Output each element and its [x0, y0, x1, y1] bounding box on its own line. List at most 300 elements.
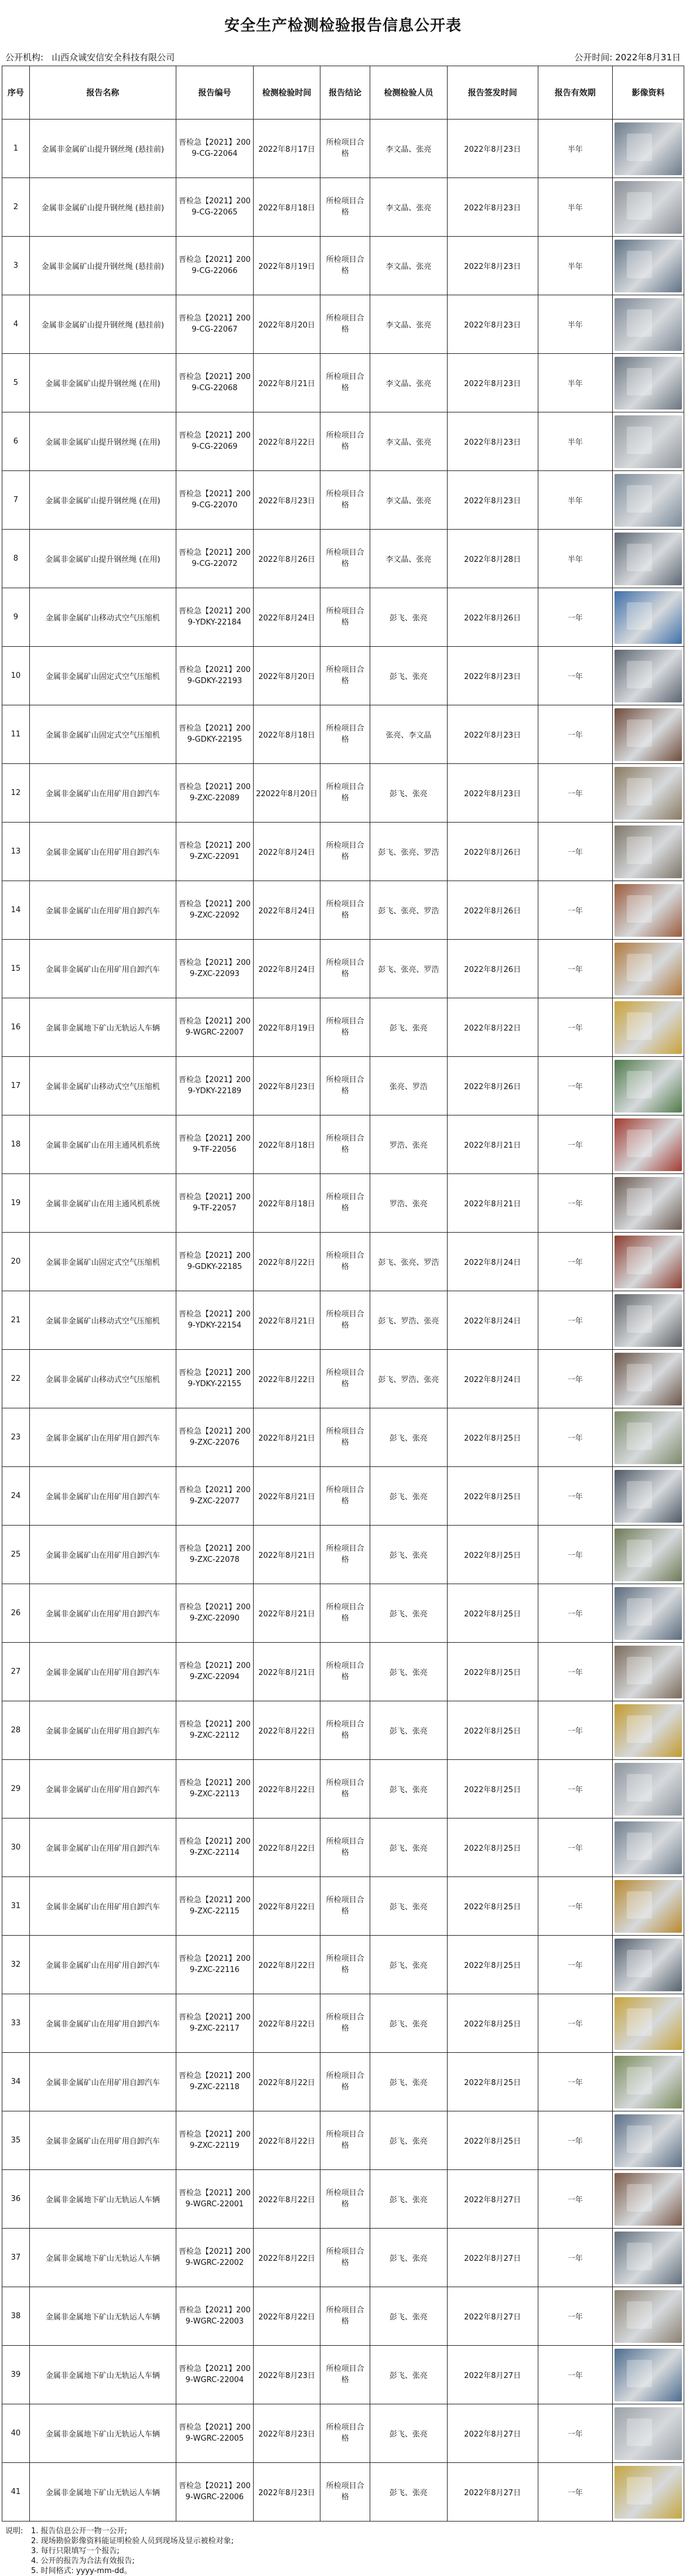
inspection-date: 2022年8月26日: [253, 530, 320, 588]
site-photo[interactable]: [615, 2056, 682, 2108]
table-row: [2, 1467, 684, 1526]
report-name: 金属非金属地下矿山无轨运人车辆: [29, 2404, 176, 2463]
row-number: 29: [2, 1760, 30, 1818]
report-code: 晋检急【2021】2009-WGRC-22001: [176, 2170, 254, 2229]
photo-cell: [612, 1877, 684, 1936]
table-row: [2, 530, 684, 588]
inspection-date: 2022年8月22日: [253, 1877, 320, 1936]
report-result: 所检项目合格: [320, 1877, 370, 1936]
validity-period: 一年: [538, 1936, 612, 1994]
site-photo[interactable]: [615, 298, 682, 351]
inspection-staff: 彭飞、张亮: [370, 2111, 448, 2170]
table-row: [2, 1408, 684, 1467]
validity-period: 一年: [538, 2463, 612, 2522]
report-code: 晋检急【2021】2009-CG-22072: [176, 530, 254, 588]
inspection-date: 2022年8月23日: [253, 1057, 320, 1115]
validity-period: 半年: [538, 178, 612, 237]
report-code: 晋检急【2021】2009-ZXC-22090: [176, 1584, 254, 1643]
sign-date: 2022年8月24日: [447, 1291, 538, 1350]
notes-lead: 说明:: [5, 2527, 23, 2536]
row-number: 23: [2, 1408, 30, 1467]
site-photo[interactable]: [615, 474, 682, 527]
inspection-staff: 彭飞、张亮: [370, 1526, 448, 1584]
inspection-staff: 彭飞、张亮: [370, 1818, 448, 1877]
report-code: 晋检急【2021】2009-ZXC-22093: [176, 940, 254, 998]
report-result: 所检项目合格: [320, 647, 370, 705]
validity-period: 半年: [538, 471, 612, 530]
report-code: 晋检急【2021】2009-ZXC-22113: [176, 1760, 254, 1818]
photo-cell: [612, 237, 684, 295]
report-code: 晋检急【2021】2009-ZXC-22115: [176, 1877, 254, 1936]
report-name: 金属非金属矿山提升钢丝绳 (悬挂前): [29, 295, 176, 354]
sign-date: 2022年8月27日: [447, 2287, 538, 2346]
inspection-staff: 彭飞、张亮: [370, 2463, 448, 2522]
row-number: 36: [2, 2170, 30, 2229]
report-name: 金属非金属矿山移动式空气压缩机: [29, 588, 176, 647]
report-name: 金属非金属矿山在用矿用自卸汽车: [29, 1467, 176, 1526]
note-item: 3. 每行只限填写一个报告;: [31, 2547, 120, 2555]
report-code: 晋检急【2021】2009-CG-22066: [176, 237, 254, 295]
inspection-date: 2022年8月20日: [253, 647, 320, 705]
site-photo[interactable]: [615, 2173, 682, 2226]
inspection-date: 2022年8月23日: [253, 2346, 320, 2404]
table-row: [2, 1760, 684, 1818]
report-result: 所检项目合格: [320, 2346, 370, 2404]
report-code: 晋检急【2021】2009-GDKY-22185: [176, 1233, 254, 1291]
photo-cell: [612, 1818, 684, 1877]
table-row: [2, 1701, 684, 1760]
report-code: 晋检急【2021】2009-CG-22064: [176, 120, 254, 178]
site-photo[interactable]: [615, 650, 682, 702]
row-number: 14: [2, 881, 30, 940]
inspection-staff: 彭飞、张亮、罗浩: [370, 823, 448, 881]
inspection-date: 2022年8月23日: [253, 2404, 320, 2463]
site-photo[interactable]: [615, 1939, 682, 1991]
site-photo[interactable]: [615, 1001, 682, 1054]
site-photo[interactable]: [615, 1821, 682, 1874]
report-result: 所检项目合格: [320, 1994, 370, 2053]
report-code: 晋检急【2021】2009-CG-22070: [176, 471, 254, 530]
site-photo[interactable]: [615, 1060, 682, 1113]
site-photo[interactable]: [615, 1997, 682, 2050]
site-photo[interactable]: [615, 2114, 682, 2167]
table-header-row: [2, 66, 684, 120]
inspection-staff: 彭飞、张亮: [370, 2346, 448, 2404]
report-result: 所检项目合格: [320, 1936, 370, 1994]
table-row: [2, 2463, 684, 2522]
photo-cell: [612, 940, 684, 998]
report-result: 所检项目合格: [320, 823, 370, 881]
report-name: 金属非金属矿山在用矿用自卸汽车: [29, 1408, 176, 1467]
sign-date: 2022年8月28日: [447, 530, 538, 588]
sign-date: 2022年8月26日: [447, 1057, 538, 1115]
site-photo[interactable]: [615, 1470, 682, 1523]
validity-period: 一年: [538, 764, 612, 823]
report-result: 所检项目合格: [320, 940, 370, 998]
row-number: 18: [2, 1115, 30, 1174]
report-result: 所检项目合格: [320, 764, 370, 823]
report-name: 金属非金属矿山在用矿用自卸汽车: [29, 881, 176, 940]
column-header-code: 报告编号: [176, 66, 254, 120]
inspection-date: 2022年8月22日: [253, 1350, 320, 1408]
photo-cell: [612, 647, 684, 705]
inspection-date: 2022年8月22日: [253, 2111, 320, 2170]
report-name: 金属非金属矿山在用矿用自卸汽车: [29, 1584, 176, 1643]
report-result: 所检项目合格: [320, 2404, 370, 2463]
inspection-date: 2022年8月21日: [253, 1291, 320, 1350]
row-number: 33: [2, 1994, 30, 2053]
photo-cell: [612, 1350, 684, 1408]
report-code: 晋检急【2021】2009-YDKY-22154: [176, 1291, 254, 1350]
report-code: 晋检急【2021】2009-ZXC-22078: [176, 1526, 254, 1584]
inspection-staff: 彭飞、张亮: [370, 2404, 448, 2463]
site-photo[interactable]: [615, 1411, 682, 1464]
photo-cell: [612, 1584, 684, 1643]
validity-period: 一年: [538, 998, 612, 1057]
inspection-date: 2022年8月22日: [253, 412, 320, 471]
table-row: [2, 2346, 684, 2404]
site-photo[interactable]: [615, 181, 682, 234]
report-name: 金属非金属地下矿山无轨运人车辆: [29, 2170, 176, 2229]
site-photo[interactable]: [615, 708, 682, 761]
row-number: 35: [2, 2111, 30, 2170]
sign-date: 2022年8月24日: [447, 1350, 538, 1408]
photo-cell: [612, 2346, 684, 2404]
report-name: 金属非金属矿山在用矿用自卸汽车: [29, 1936, 176, 1994]
notes-section: [2, 2526, 684, 2576]
row-number: 8: [2, 530, 30, 588]
inspection-staff: 彭飞、张亮: [370, 647, 448, 705]
table-row: [2, 1994, 684, 2053]
site-photo[interactable]: [615, 2466, 682, 2519]
site-photo[interactable]: [615, 767, 682, 820]
site-photo[interactable]: [615, 122, 682, 175]
site-photo[interactable]: [615, 2349, 682, 2401]
validity-period: 一年: [538, 2404, 612, 2463]
report-result: 所检项目合格: [320, 530, 370, 588]
sign-date: 2022年8月25日: [447, 2111, 538, 2170]
inspection-date: 2022年8月22日: [253, 1233, 320, 1291]
inspection-date: 2022年8月21日: [253, 1584, 320, 1643]
sign-date: 2022年8月25日: [447, 2053, 538, 2111]
validity-period: 半年: [538, 354, 612, 412]
report-name: 金属非金属矿山提升钢丝绳 (在用): [29, 354, 176, 412]
row-number: 19: [2, 1174, 30, 1233]
inspection-date: 2022年8月22日: [253, 2170, 320, 2229]
inspection-date: 2022年8月22日: [253, 1760, 320, 1818]
sign-date: 2022年8月23日: [447, 705, 538, 764]
table-row: [2, 705, 684, 764]
row-number: 39: [2, 2346, 30, 2404]
table-row: [2, 1584, 684, 1643]
report-code: 晋检急【2021】2009-CG-22067: [176, 295, 254, 354]
validity-period: 一年: [538, 1350, 612, 1408]
row-number: 1: [2, 120, 30, 178]
validity-period: 一年: [538, 1877, 612, 1936]
site-photo[interactable]: [615, 1118, 682, 1171]
report-result: 所检项目合格: [320, 1408, 370, 1467]
report-result: 所检项目合格: [320, 412, 370, 471]
inspection-staff: 李文晶、张亮: [370, 471, 448, 530]
table-row: [2, 412, 684, 471]
sign-date: 2022年8月27日: [447, 2463, 538, 2522]
photo-cell: [612, 2229, 684, 2287]
inspection-date: 2022年8月24日: [253, 881, 320, 940]
inspection-staff: 张亮、罗浩: [370, 1057, 448, 1115]
site-photo[interactable]: [615, 591, 682, 644]
table-row: [2, 237, 684, 295]
validity-period: 半年: [538, 412, 612, 471]
row-number: 21: [2, 1291, 30, 1350]
site-photo[interactable]: [615, 2290, 682, 2343]
site-photo[interactable]: [615, 1236, 682, 1288]
photo-cell: [612, 471, 684, 530]
row-number: 4: [2, 295, 30, 354]
inspection-date: 2022年8月22日: [253, 1701, 320, 1760]
report-table-body: [2, 120, 684, 2522]
report-name: 金属非金属矿山提升钢丝绳 (在用): [29, 412, 176, 471]
inspection-staff: 罗浩、张亮: [370, 1115, 448, 1174]
photo-cell: [612, 2111, 684, 2170]
validity-period: 一年: [538, 2111, 612, 2170]
report-result: 所检项目合格: [320, 2463, 370, 2522]
photo-cell: [612, 823, 684, 881]
sign-date: 2022年8月22日: [447, 998, 538, 1057]
photo-cell: [612, 1701, 684, 1760]
column-header-staff: 检测检验人员: [370, 66, 448, 120]
column-header-no: 序号: [2, 66, 30, 120]
report-code: 晋检急【2021】2009-YDKY-22155: [176, 1350, 254, 1408]
table-row: [2, 2111, 684, 2170]
table-row: [2, 1936, 684, 1994]
inspection-staff: 彭飞、张亮: [370, 1584, 448, 1643]
inspection-date: 2022年8月21日: [253, 1526, 320, 1584]
row-number: 17: [2, 1057, 30, 1115]
photo-cell: [612, 881, 684, 940]
report-code: 晋检急【2021】2009-ZXC-22089: [176, 764, 254, 823]
site-photo[interactable]: [615, 1704, 682, 1757]
report-name: 金属非金属地下矿山无轨运人车辆: [29, 2463, 176, 2522]
report-result: 所检项目合格: [320, 1701, 370, 1760]
report-code: 晋检急【2021】2009-TF-22057: [176, 1174, 254, 1233]
photo-cell: [612, 2463, 684, 2522]
validity-period: 一年: [538, 1408, 612, 1467]
sign-date: 2022年8月24日: [447, 1233, 538, 1291]
table-row: [2, 940, 684, 998]
site-photo[interactable]: [615, 357, 682, 410]
report-result: 所检项目合格: [320, 1174, 370, 1233]
inspection-staff: 彭飞、张亮: [370, 2170, 448, 2229]
site-photo[interactable]: [615, 884, 682, 937]
report-result: 所检项目合格: [320, 1115, 370, 1174]
sign-date: 2022年8月25日: [447, 1467, 538, 1526]
report-name: 金属非金属矿山在用矿用自卸汽车: [29, 1994, 176, 2053]
inspection-staff: 彭飞、张亮、罗浩: [370, 881, 448, 940]
site-photo[interactable]: [615, 2407, 682, 2460]
photo-cell: [612, 1233, 684, 1291]
report-result: 所检项目合格: [320, 120, 370, 178]
table-row: [2, 1057, 684, 1115]
validity-period: 一年: [538, 1057, 612, 1115]
table-row: [2, 1818, 684, 1877]
photo-cell: [612, 120, 684, 178]
sign-date: 2022年8月26日: [447, 881, 538, 940]
inspection-staff: 彭飞、张亮: [370, 2053, 448, 2111]
report-table: [2, 66, 684, 2522]
table-row: [2, 1115, 684, 1174]
site-photo[interactable]: [615, 2232, 682, 2284]
sign-date: 2022年8月25日: [447, 1584, 538, 1643]
photo-cell: [612, 2287, 684, 2346]
inspection-date: 2022年8月18日: [253, 705, 320, 764]
report-code: 晋检急【2021】2009-WGRC-22002: [176, 2229, 254, 2287]
note-item: 5. 时间格式: yyyy-mm-dd。: [31, 2567, 132, 2575]
photo-cell: [612, 998, 684, 1057]
inspection-staff: 张亮、李文晶: [370, 705, 448, 764]
column-header-photo: 影像资料: [612, 66, 684, 120]
report-name: 金属非金属地下矿山无轨运人车辆: [29, 2346, 176, 2404]
site-photo[interactable]: [615, 825, 682, 878]
row-number: 25: [2, 1526, 30, 1584]
inspection-staff: 李文晶、张亮: [370, 530, 448, 588]
report-name: 金属非金属矿山在用矿用自卸汽车: [29, 823, 176, 881]
row-number: 31: [2, 1877, 30, 1936]
report-result: 所检项目合格: [320, 1467, 370, 1526]
table-row: [2, 647, 684, 705]
sign-date: 2022年8月25日: [447, 1994, 538, 2053]
row-number: 13: [2, 823, 30, 881]
sign-date: 2022年8月27日: [447, 2229, 538, 2287]
report-result: 所检项目合格: [320, 1291, 370, 1350]
photo-cell: [612, 1291, 684, 1350]
table-row: [2, 2287, 684, 2346]
photo-cell: [612, 1467, 684, 1526]
site-photo[interactable]: [615, 1177, 682, 1230]
photo-cell: [612, 588, 684, 647]
report-result: 所检项目合格: [320, 354, 370, 412]
table-row: [2, 2053, 684, 2111]
inspection-date: 2022年8月22日: [253, 1994, 320, 2053]
report-code: 晋检急【2021】2009-ZXC-22117: [176, 1994, 254, 2053]
sign-date: 2022年8月23日: [447, 120, 538, 178]
inspection-date: 2022年8月24日: [253, 940, 320, 998]
site-photo[interactable]: [615, 533, 682, 585]
report-name: 金属非金属矿山在用矿用自卸汽车: [29, 1818, 176, 1877]
report-result: 所检项目合格: [320, 178, 370, 237]
report-name: 金属非金属矿山在用矿用自卸汽车: [29, 1526, 176, 1584]
inspection-staff: 罗浩、张亮: [370, 1174, 448, 1233]
validity-period: 半年: [538, 237, 612, 295]
table-row: [2, 120, 684, 178]
validity-period: 一年: [538, 823, 612, 881]
report-name: 金属非金属矿山移动式空气压缩机: [29, 1057, 176, 1115]
site-photo[interactable]: [615, 1587, 682, 1640]
report-result: 所检项目合格: [320, 1584, 370, 1643]
sign-date: 2022年8月25日: [447, 1877, 538, 1936]
report-name: 金属非金属矿山在用矿用自卸汽车: [29, 1701, 176, 1760]
photo-cell: [612, 764, 684, 823]
row-number: 2: [2, 178, 30, 237]
validity-period: 一年: [538, 881, 612, 940]
inspection-staff: 彭飞、张亮: [370, 1643, 448, 1701]
report-result: 所检项目合格: [320, 1818, 370, 1877]
row-number: 16: [2, 998, 30, 1057]
sign-date: 2022年8月23日: [447, 471, 538, 530]
report-code: 晋检急【2021】2009-CG-22069: [176, 412, 254, 471]
site-photo[interactable]: [615, 1353, 682, 1405]
site-photo[interactable]: [615, 1646, 682, 1698]
row-number: 5: [2, 354, 30, 412]
sign-date: 2022年8月25日: [447, 1936, 538, 1994]
column-header-signed: 报告签发时间: [447, 66, 538, 120]
photo-cell: [612, 530, 684, 588]
report-result: 所检项目合格: [320, 1526, 370, 1584]
validity-period: 一年: [538, 1818, 612, 1877]
inspection-date: 2022年8月21日: [253, 354, 320, 412]
report-name: 金属非金属矿山在用矿用自卸汽车: [29, 1643, 176, 1701]
photo-cell: [612, 705, 684, 764]
note-item: 4. 公开的报告为合法有效报告;: [31, 2557, 135, 2565]
report-result: 所检项目合格: [320, 1643, 370, 1701]
sign-date: 2022年8月26日: [447, 940, 538, 998]
site-photo[interactable]: [615, 1528, 682, 1581]
site-photo[interactable]: [615, 943, 682, 995]
site-photo[interactable]: [615, 1880, 682, 1933]
table-row: [2, 178, 684, 237]
validity-period: 一年: [538, 2170, 612, 2229]
report-result: 所检项目合格: [320, 1760, 370, 1818]
disclosure-meta: [2, 48, 684, 66]
row-number: 28: [2, 1701, 30, 1760]
site-photo[interactable]: [615, 1763, 682, 1816]
inspection-date: 2022年8月22日: [253, 2053, 320, 2111]
report-name: 金属非金属矿山在用矿用自卸汽车: [29, 764, 176, 823]
report-name: 金属非金属矿山在用主通风机系统: [29, 1174, 176, 1233]
row-number: 41: [2, 2463, 30, 2522]
inspection-date: 2022年8月24日: [253, 588, 320, 647]
table-row: [2, 881, 684, 940]
table-row: [2, 2229, 684, 2287]
row-number: 11: [2, 705, 30, 764]
table-row: [2, 471, 684, 530]
report-code: 晋检急【2021】2009-ZXC-22119: [176, 2111, 254, 2170]
inspection-staff: 彭飞、张亮: [370, 2287, 448, 2346]
inspection-date: 2022年8月17日: [253, 120, 320, 178]
sign-date: 2022年8月26日: [447, 823, 538, 881]
inspection-staff: 彭飞、张亮: [370, 588, 448, 647]
report-name: 金属非金属矿山固定式空气压缩机: [29, 1233, 176, 1291]
site-photo[interactable]: [615, 1294, 682, 1347]
photo-cell: [612, 354, 684, 412]
sign-date: 2022年8月23日: [447, 764, 538, 823]
photo-cell: [612, 2053, 684, 2111]
photo-cell: [612, 1115, 684, 1174]
inspection-date: 2022年8月23日: [253, 471, 320, 530]
report-code: 晋检急【2021】2009-ZXC-22114: [176, 1818, 254, 1877]
table-row: [2, 2170, 684, 2229]
report-code: 晋检急【2021】2009-GDKY-22193: [176, 647, 254, 705]
report-name: 金属非金属矿山提升钢丝绳 (在用): [29, 471, 176, 530]
validity-period: 半年: [538, 120, 612, 178]
validity-period: 一年: [538, 647, 612, 705]
inspection-staff: 彭飞、张亮: [370, 1936, 448, 1994]
row-number: 24: [2, 1467, 30, 1526]
site-photo[interactable]: [615, 415, 682, 468]
table-row: [2, 295, 684, 354]
report-code: 晋检急【2021】2009-CG-22068: [176, 354, 254, 412]
photo-cell: [612, 2404, 684, 2463]
site-photo[interactable]: [615, 240, 682, 292]
